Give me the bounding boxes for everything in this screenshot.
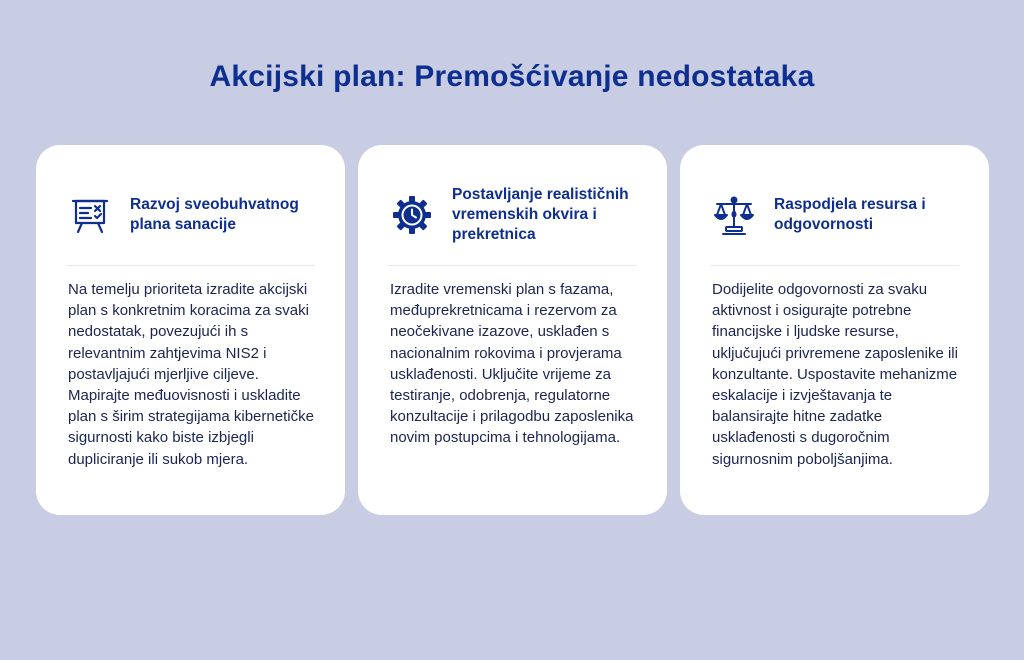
card-timeframes <box>358 145 667 515</box>
card-body: Na temelju prioriteta izradite akcijski plan s konkretnim koracima za svaki nedostatak, povezujući ih s relevantnim zahtjevima NIS2 i postavljajući mjerljive ciljeve. Mapirajte međuovisnosti i uskladite plan s širim strategijama kibernetičke sigurnosti kako biste izbjegli dupliciranje ili sukob mjera. <box>68 281 314 468</box>
card-title: Razvoj sveobuhvatnog plana sanacije <box>130 196 299 233</box>
gear-clock-icon <box>384 187 440 243</box>
card-resources <box>680 145 989 515</box>
card-header <box>706 165 963 265</box>
card-body: Dodijelite odgovornosti za svaku aktivnost i osigurajte potrebne financijske i ljudske resurse, uključujući privremene zaposlenike ili konzultante. Uspostavite mehanizme eskalacije i izvještavanja te balansirajte hitne zadatke usklađenosti s dugoročnim sigurnosnim poboljšanjima. <box>712 281 958 468</box>
divider <box>710 265 959 266</box>
presentation-board-icon <box>62 187 118 243</box>
card-body: Izradite vremenski plan s fazama, međuprekretnicama i rezervom za neočekivane izazove, usklađen s nacionalnim rokovima i provjerama usklađenosti. Uključite vrijeme za testiranje, odobrenja, regulatorne konzultacije i prilagodbu zaposlenika novim postupcima i tehnologijama. <box>390 281 634 447</box>
divider <box>388 265 637 266</box>
card-title: Raspodjela resursa i odgovornosti <box>774 196 926 233</box>
card-header <box>384 165 641 265</box>
card-title: Postavljanje realističnih vremenskih okvira i prekretnica <box>452 186 629 243</box>
divider <box>66 265 315 266</box>
page-title: Akcijski plan: Premošćivanje nedostataka <box>209 60 815 93</box>
card-header <box>62 165 319 265</box>
card-remediation-plan <box>36 145 345 515</box>
balance-scale-icon <box>706 187 762 243</box>
